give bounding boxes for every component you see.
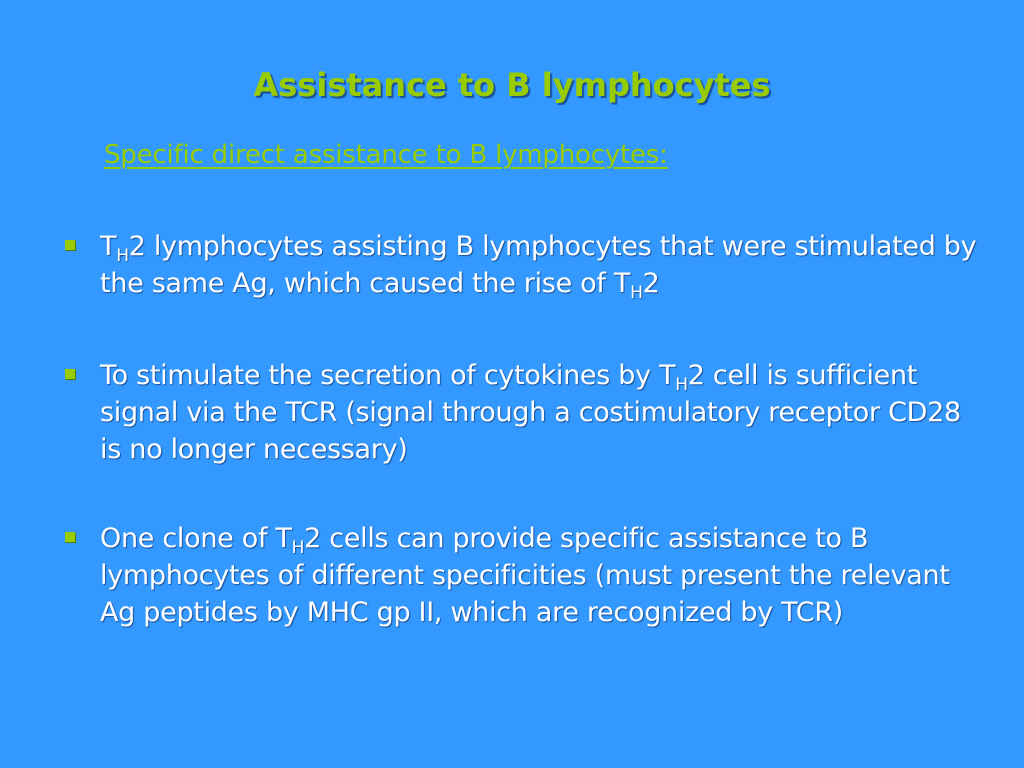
bullet-text — [100, 360, 961, 465]
bullet-text-run: 2 cell is sufficient signal via the TCR (signal through a costimulatory receptor CD28 is no longer necessary) — [100, 360, 961, 465]
square-bullet-icon — [65, 532, 75, 542]
bullet-text-run: T — [100, 231, 117, 262]
bullet-text-run: To stimulate the secretion of cytokines by T — [100, 360, 676, 391]
square-bullet-icon — [65, 369, 75, 379]
square-bullet-icon — [65, 240, 75, 250]
subscript-text: H — [675, 375, 688, 395]
slide-title: Assistance to B lymphocytes — [253, 66, 771, 104]
subscript-text: H — [116, 246, 129, 266]
bullet-item — [100, 520, 980, 631]
slide-subtitle: Specific direct assistance to B lymphocytes: — [104, 140, 668, 170]
bullet-text — [100, 523, 950, 628]
bullet-text-run: One clone of T — [100, 523, 292, 554]
bullet-item — [100, 228, 980, 302]
bullet-item — [100, 357, 980, 468]
bullet-text-run: 2 — [642, 268, 660, 299]
subscript-text: H — [291, 538, 305, 558]
bullet-text-run: 2 lymphocytes assisting B lymphocytes that were stimulated by the same Ag, which caused the rise of T — [100, 231, 977, 299]
bullet-text-run: 2 cells can provide specific assistance to B lymphocytes of different specificities (must present the relevant Ag peptides by MHC gp II, which are recognized by TCR) — [100, 523, 950, 628]
bullet-text — [100, 231, 977, 303]
subscript-text: H — [630, 283, 643, 303]
